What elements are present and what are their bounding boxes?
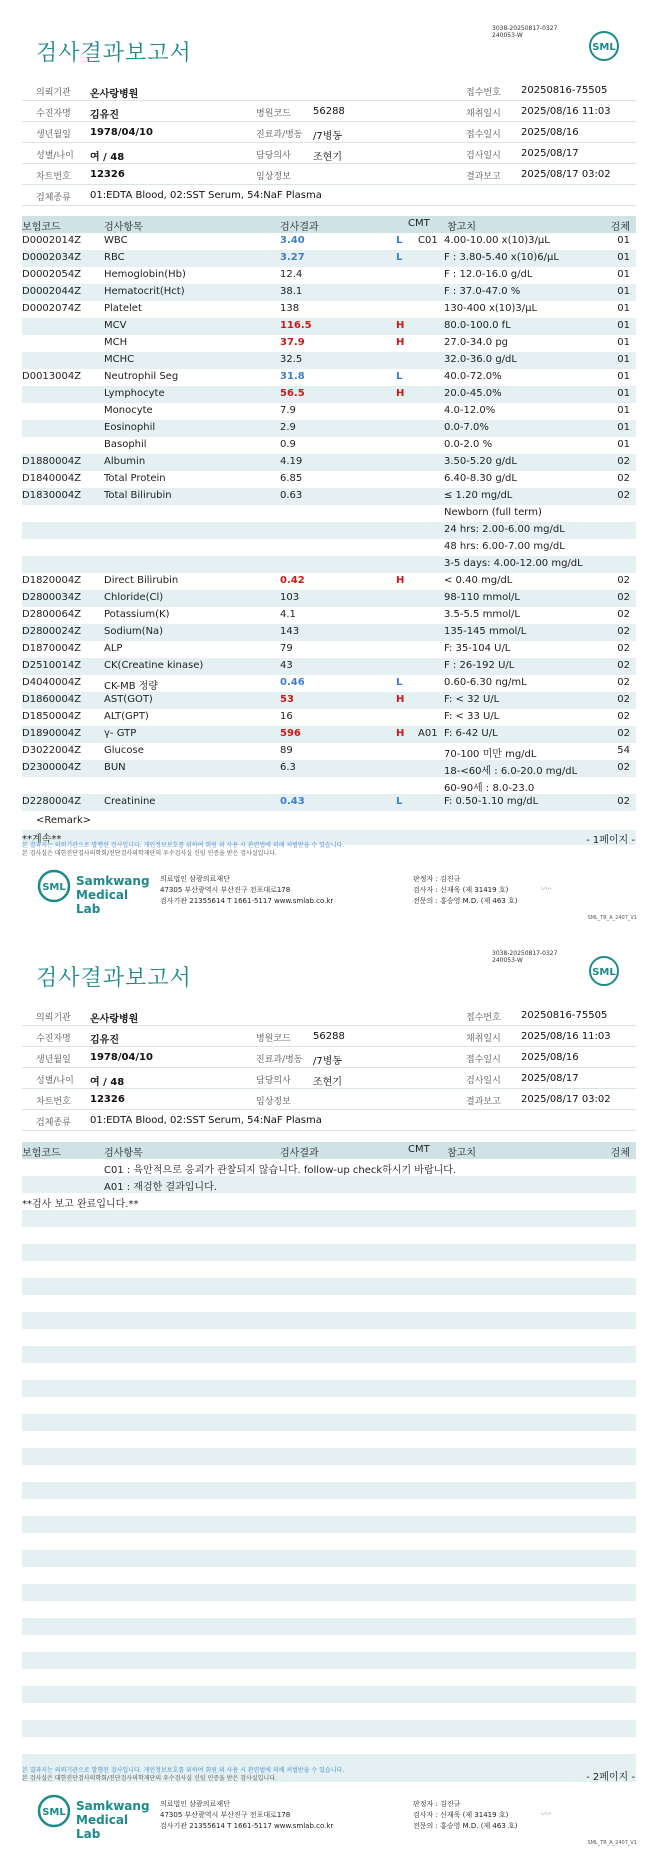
signature-mark: 〰ᐧ [540, 1810, 552, 1820]
specimen-code: 02 [617, 609, 630, 620]
insurance-code: D1890004Z [22, 728, 82, 739]
blank-row [22, 1669, 636, 1686]
hospital-name: 온사랑병원 [90, 89, 139, 100]
result-flag: L [396, 371, 403, 382]
reference-range: 27.0-34.0 pg [444, 337, 509, 348]
blank-row [22, 1227, 636, 1244]
test-item: RBC [104, 252, 125, 263]
reference-range: 0.0-2.0 % [444, 439, 493, 450]
test-result: 38.1 [280, 286, 303, 297]
table-row [22, 437, 636, 454]
table-row [22, 794, 636, 811]
reference-range: 98-110 mmol/L [444, 592, 520, 603]
fine-print-2: 본 검사실은 대한진단검사의학회/진단검사의학재단의 우수검사실 신임 인증을 받은 검사실입니다. [22, 850, 277, 857]
insurance-code: D2800034Z [22, 592, 82, 603]
table-row [22, 488, 636, 505]
test-result: 16 [280, 711, 293, 722]
blank-row [22, 1482, 636, 1499]
reference-range: 32.0-36.0 g/dL [444, 354, 517, 365]
patient-header: 의뢰기관 온사랑병원 접수번호 20250816-75505 수진자명 김유진 병원코드 56288 채취일시 2025/08/16 11:03 생년월일 1978/04/10 진료과/병동 /7병동 접수일시 2025/08/16 성별/나이 여 / 48 담당의사 조현기 검사일시 2025/08/17 차트번호 12326 임상정보 결과보고 2025/08/17 03:02 검체종류 01:EDTA Blood, 02:SST Serum, 54:NaF Plasma [22, 1005, 636, 1131]
test-result: 6.85 [280, 473, 303, 484]
reference-range: 70-100 미만 mg/dL [444, 749, 537, 760]
blank-row [22, 1448, 636, 1465]
test-result: 43 [280, 660, 293, 671]
table-row [22, 454, 636, 471]
specimen-code: 02 [617, 575, 630, 586]
test-result: 3.27 [280, 252, 305, 263]
insurance-code: D0002014Z [22, 235, 82, 246]
table-row [22, 624, 636, 641]
test-item: MCV [104, 320, 127, 331]
test-result: 32.5 [280, 354, 303, 365]
fine-print-2: 본 검사실은 대한진단검사의학회/진단검사의학재단의 우수검사실 신임 인증을 받은 검사실입니다. [22, 1775, 277, 1782]
test-item: Albumin [104, 456, 146, 467]
specimen-code: 02 [617, 660, 630, 671]
table-row [22, 386, 636, 403]
reference-range: F : 37.0-47.0 % [444, 286, 521, 297]
sml-logo-icon [588, 955, 620, 987]
reference-range: F : 12.0-16.0 g/dL [444, 269, 533, 280]
test-item: MCH [104, 337, 128, 348]
reference-range: F: 6-42 U/L [444, 728, 498, 739]
reference-range: Newborn (full term) [444, 507, 542, 518]
version-code: SML_TR_A_2407_V1 [587, 915, 637, 921]
test-item: γ- GTP [104, 728, 137, 739]
test-result: 6.3 [280, 762, 296, 773]
blank-row [22, 1567, 636, 1584]
blank-row [22, 1397, 636, 1414]
test-item: AST(GOT) [104, 694, 153, 705]
blank-row [22, 1601, 636, 1618]
comments-table [22, 1142, 636, 1771]
reference-range: F: 0.50-1.10 mg/dL [444, 796, 539, 807]
blank-row [22, 1414, 636, 1431]
reference-range: 24 hrs: 2.00-6.00 mg/dL [444, 524, 565, 535]
result-flag: H [396, 320, 405, 331]
test-item: Chloride(Cl) [104, 592, 164, 603]
svg-text:SML: SML [592, 967, 616, 978]
test-item: Eosinophil [104, 422, 156, 433]
comment-code: A01 [418, 728, 438, 739]
svg-text:SML: SML [42, 1807, 66, 1818]
test-item: Potassium(K) [104, 609, 170, 620]
doc-code: 3038-20250817-0327 240053-W [492, 25, 558, 39]
specimen-code: 02 [617, 626, 630, 637]
test-result: 4.1 [280, 609, 296, 620]
test-result: 53 [280, 694, 294, 705]
footer-info: 의료법인 삼광의료재단 47305 부산광역시 부산진구 전포대로178 검사기관 21355614 T 1661-5117 www.smlab.co.kr [160, 1800, 334, 1830]
svg-text:SML: SML [42, 882, 66, 893]
test-result: 0.43 [280, 796, 305, 807]
specimen-code: 01 [617, 286, 630, 297]
blank-row [22, 1618, 636, 1635]
reference-range: 4.00-10.00 x(10)3/μL [444, 235, 550, 246]
reference-range: 0.0-7.0% [444, 422, 489, 433]
continued-label-text: **계속** [22, 834, 62, 845]
insurance-code: D0002034Z [22, 252, 82, 263]
specimen-code: 02 [617, 728, 630, 739]
report-done-row: **검사 보고 완료입니다.** [22, 1199, 139, 1210]
signature-mark: 〰ᐧ [540, 885, 552, 895]
insurance-code: D0013004Z [22, 371, 82, 382]
result-flag: H [396, 694, 405, 705]
table-row [22, 726, 636, 743]
specimen-code: 02 [617, 796, 630, 807]
blank-row [22, 1737, 636, 1754]
specimen-code: 01 [617, 405, 630, 416]
table-row [22, 658, 636, 675]
specimen-code: 02 [617, 694, 630, 705]
reference-range: 18-<60세 : 6.0-20.0 mg/dL [444, 766, 578, 777]
reference-range: F : 3.80-5.40 x(10)6/μL [444, 252, 559, 263]
insurance-code: D2800024Z [22, 626, 82, 637]
reference-range: 80.0-100.0 fL [444, 320, 511, 331]
footer-signatures: 판정자 : 김진규 검사자 : 신재욱 (제 31419 호) 전문의 : 홍승영 M.D. (제 463 호) [413, 1800, 518, 1830]
specimen-code: 02 [617, 762, 630, 773]
insurance-code: D3022004Z [22, 745, 82, 756]
result-flag: L [396, 235, 403, 246]
table-header: 보험코드 검사항목 검사결과 CMT 참고치 검체 [22, 1142, 636, 1159]
specimen-code: 02 [617, 592, 630, 603]
blank-row [22, 1431, 636, 1448]
insurance-code: D2280004Z [22, 796, 82, 807]
specimen-code: 01 [617, 337, 630, 348]
table-row [22, 505, 636, 522]
insurance-code: D0002054Z [22, 269, 82, 280]
blank-row [22, 1703, 636, 1720]
table-row [22, 590, 636, 607]
blank-row [22, 1550, 636, 1567]
reference-range: F: 35-104 U/L [444, 643, 511, 654]
test-item: WBC [104, 235, 128, 246]
specimen-code: 54 [617, 745, 630, 756]
reference-range: 3-5 days: 4.00-12.00 mg/dL [444, 558, 583, 569]
test-item: Total Bilirubin [104, 490, 172, 501]
test-item: ALT(GPT) [104, 711, 149, 722]
reference-range: F: < 32 U/L [444, 694, 500, 705]
blank-row [22, 1686, 636, 1703]
test-item: BUN [104, 762, 126, 773]
test-item: Lymphocyte [104, 388, 165, 399]
blank-row [22, 1499, 636, 1516]
fine-print-1: 본 결과지는 의뢰기관으로 발행된 검사입니다. 개인정보보호를 위하여 회원 외 사용 시 관련법에 의해 처벌받을 수 있습니다. [22, 1767, 345, 1774]
insurance-code: D1850004Z [22, 711, 82, 722]
blank-row [22, 1465, 636, 1482]
sml-footer-logo-icon [36, 1793, 72, 1829]
blank-row [22, 1210, 636, 1227]
specimen-code: 01 [617, 371, 630, 382]
sml-logo-icon [588, 30, 620, 62]
result-flag: H [396, 337, 405, 348]
report-title: 검사결과보고서 [36, 41, 192, 66]
specimen-code: 02 [617, 711, 630, 722]
reference-range: 6.40-8.30 g/dL [444, 473, 517, 484]
test-item: Direct Bilirubin [104, 575, 179, 586]
blank-row [22, 1720, 636, 1737]
table-row [22, 760, 636, 777]
table-row [22, 284, 636, 301]
blank-row [22, 1346, 636, 1363]
table-row [22, 573, 636, 590]
reference-range: 40.0-72.0% [444, 371, 502, 382]
specimen-code: 02 [617, 677, 630, 688]
reference-range: 3.50-5.20 g/dL [444, 456, 517, 467]
patient-name: 김유진 [90, 110, 119, 121]
test-result: 0.42 [280, 575, 305, 586]
test-item: ALP [104, 643, 123, 654]
table-header: 보험코드 검사항목 검사결과 CMT 참고치 검체 [22, 216, 636, 233]
insurance-code: D1870004Z [22, 643, 82, 654]
footer-logo: SML Samkwang Medical Lab [36, 868, 146, 908]
blank-row [22, 1516, 636, 1533]
blank-row [22, 1295, 636, 1312]
test-item: Basophil [104, 439, 147, 450]
test-result: 0.46 [280, 677, 305, 688]
specimen-code: 01 [617, 388, 630, 399]
page-number: - 1페이지 - [586, 835, 635, 846]
fine-print-1: 본 결과지는 의뢰기관으로 발행된 검사입니다. 개인정보보호를 위하여 회원 외 사용 시 관련법에 의해 처벌받을 수 있습니다. [22, 842, 345, 849]
test-item: Sodium(Na) [104, 626, 164, 637]
reference-range: 130-400 x(10)3/μL [444, 303, 538, 314]
insurance-code: D1860004Z [22, 694, 82, 705]
test-result: 0.9 [280, 439, 296, 450]
test-item: MCHC [104, 354, 135, 365]
test-result: 7.9 [280, 405, 296, 416]
specimen-code: 01 [617, 354, 630, 365]
insurance-code: D0002074Z [22, 303, 82, 314]
table-row [22, 369, 636, 386]
blank-row [22, 1278, 636, 1295]
specimen-code: 02 [617, 643, 630, 654]
blank-row [22, 1635, 636, 1652]
result-flag: H [396, 728, 405, 739]
remark-label: <Remark> [36, 815, 92, 826]
table-row [22, 403, 636, 420]
patient-header: 의뢰기관 온사랑병원 접수번호 20250816-75505 수진자명 김유진 병원코드 56288 채취일시 2025/08/16 11:03 생년월일 1978/04/10 진료과/병동 /7병동 접수일시 2025/08/16 성별/나이 여 / 48 담당의사 조현기 검사일시 2025/08/17 차트번호 12326 임상정보 결과보고 2025/08/17 03:02 검체종류 01:EDTA Blood, 02:SST Serum, 54:NaF Plasma [22, 80, 636, 206]
test-item: CK(Creatine kinase) [104, 660, 204, 671]
result-flag: H [396, 575, 405, 586]
footer-signatures: 판정자 : 김진규 검사자 : 신재욱 (제 31419 호) 전문의 : 홍승영 M.D. (제 463 호) [413, 875, 518, 905]
results-table [22, 216, 636, 811]
reference-range: 135-145 mmol/L [444, 626, 527, 637]
table-row [22, 692, 636, 709]
reference-range: 4.0-12.0% [444, 405, 496, 416]
blank-row [22, 1329, 636, 1346]
test-item: Hemoglobin(Hb) [104, 269, 186, 280]
reference-range: < 0.40 mg/dL [444, 575, 513, 586]
table-row [22, 267, 636, 284]
specimen-code: 01 [617, 252, 630, 263]
page-number: - 2페이지 - [586, 1772, 635, 1783]
test-result: 56.5 [280, 388, 305, 399]
comment-code: C01 [418, 235, 438, 246]
table-row [22, 318, 636, 335]
blank-row [22, 1261, 636, 1278]
report-title: 검사결과보고서 [36, 966, 192, 991]
doc-code: 3038-20250817-0327 240053-W [492, 950, 558, 964]
blank-row [22, 1652, 636, 1669]
table-row [22, 556, 636, 573]
test-result: 116.5 [280, 320, 312, 331]
blank-row [22, 1244, 636, 1261]
test-result: 3.40 [280, 235, 305, 246]
specimen-code: 02 [617, 456, 630, 467]
specimen-code: 01 [617, 235, 630, 246]
test-result: 138 [280, 303, 300, 314]
specimen-code: 02 [617, 490, 630, 501]
reference-range: ≤ 1.20 mg/dL [444, 490, 513, 501]
test-result: 2.9 [280, 422, 296, 433]
insurance-code: D0002044Z [22, 286, 82, 297]
test-result: 4.19 [280, 456, 303, 467]
test-result: 89 [280, 745, 293, 756]
table-row [22, 539, 636, 556]
specimen-code: 02 [617, 473, 630, 484]
table-row [22, 335, 636, 352]
reference-range: 20.0-45.0% [444, 388, 502, 399]
test-result: 37.9 [280, 337, 305, 348]
specimen-code: 01 [617, 269, 630, 280]
table-row [22, 471, 636, 488]
table-row [22, 250, 636, 267]
test-result: 103 [280, 592, 300, 603]
comment-row: A01 : 재검한 결과입니다. [22, 1176, 636, 1193]
table-row [22, 420, 636, 437]
table-row [22, 743, 636, 760]
blank-row [22, 1533, 636, 1550]
blank-row [22, 1312, 636, 1329]
test-item: Neutrophil Seg [104, 371, 179, 382]
specimen-code: 01 [617, 422, 630, 433]
result-flag: H [396, 388, 405, 399]
insurance-code: D1880004Z [22, 456, 82, 467]
table-row [22, 641, 636, 658]
svg-text:SML: SML [592, 42, 616, 53]
table-row [22, 777, 636, 794]
sml-footer-logo-icon [36, 868, 72, 904]
table-row [22, 352, 636, 369]
test-result: 12.4 [280, 269, 303, 280]
results-rows [22, 233, 636, 811]
insurance-code: D2300004Z [22, 762, 82, 773]
reference-range: F : 26-192 U/L [444, 660, 515, 671]
insurance-code: D1840004Z [22, 473, 82, 484]
specimen-code: 01 [617, 320, 630, 331]
blank-rows [22, 1210, 636, 1771]
footer-logo: SML Samkwang Medical Lab [36, 1793, 146, 1833]
table-row [22, 522, 636, 539]
blank-row [22, 1584, 636, 1601]
footer-info: 의료법인 삼광의료재단 47305 부산광역시 부산진구 전포대로178 검사기관 21355614 T 1661-5117 www.smlab.co.kr [160, 875, 334, 905]
specimen-code: 01 [617, 439, 630, 450]
result-flag: L [396, 252, 403, 263]
test-item: Creatinine [104, 796, 156, 807]
result-flag: L [396, 677, 403, 688]
test-item: Hematocrit(Hct) [104, 286, 185, 297]
test-item: CK-MB 정량 [104, 681, 159, 692]
test-result: 79 [280, 643, 293, 654]
version-code: SML_TR_A_2407_V1 [587, 1840, 637, 1846]
test-result: 143 [280, 626, 300, 637]
blank-row [22, 1380, 636, 1397]
reference-range: 60-90세 : 8.0-23.0 [444, 783, 535, 794]
blank-row [22, 1363, 636, 1380]
reference-range: 0.60-6.30 ng/mL [444, 677, 527, 688]
test-item: Total Protein [104, 473, 166, 484]
insurance-code: D4040004Z [22, 677, 82, 688]
report-page-2 [0, 925, 655, 1850]
test-item: Platelet [104, 303, 142, 314]
insurance-code: D2510014Z [22, 660, 82, 671]
test-result: 596 [280, 728, 301, 739]
test-result: 31.8 [280, 371, 305, 382]
insurance-code: D2800064Z [22, 609, 82, 620]
test-item: Glucose [104, 745, 144, 756]
table-row [22, 301, 636, 318]
comment-row: C01 : 육안적으로 응괴가 관찰되지 않습니다. follow-up check하시기 바랍니다. [104, 1165, 457, 1176]
table-row [22, 233, 636, 250]
specimen-code: 01 [617, 303, 630, 314]
insurance-code: D1830004Z [22, 490, 82, 501]
table-row [22, 607, 636, 624]
reference-range: 3.5-5.5 mmol/L [444, 609, 520, 620]
result-flag: L [396, 796, 403, 807]
test-item: Monocyte [104, 405, 153, 416]
insurance-code: D1820004Z [22, 575, 82, 586]
reference-range: 48 hrs: 6.00-7.00 mg/dL [444, 541, 565, 552]
table-row [22, 709, 636, 726]
test-result: 0.63 [280, 490, 303, 501]
reference-range: F: < 33 U/L [444, 711, 500, 722]
table-row [22, 675, 636, 692]
